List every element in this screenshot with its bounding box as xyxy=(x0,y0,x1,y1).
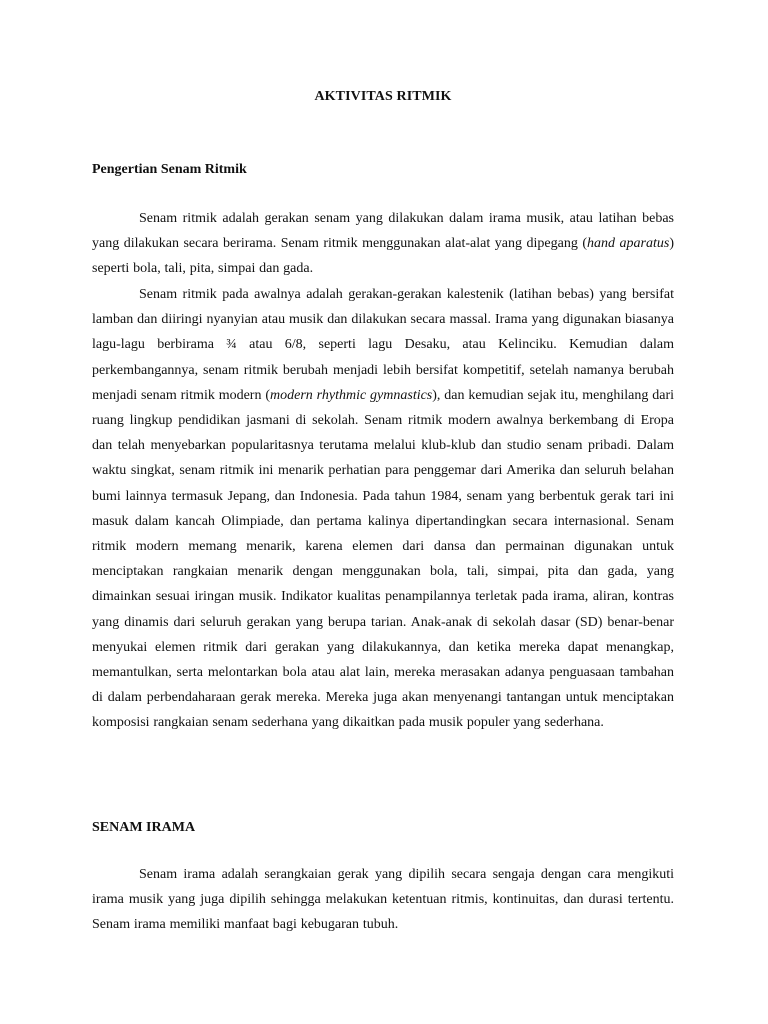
section-heading-pengertian: Pengertian Senam Ritmik xyxy=(92,162,247,177)
paragraph-text: Senam ritmik pada awalnya adalah gerakan-gerakan kalestenik (latihan bebas) yang bersifat lamban dan diiringi nyanyian atau musik dan dilakukan secara massal. Irama yang digunakan biasanya lagu-lagu berbirama ¾ atau 6/8, seperti lagu Desaku, atau Kelinciku. Kemudian dalam perkembangannya, senam ritmik berubah menjadi lebih bersifat kompetitif, setelah namanya berubah menjadi senam ritmik modern ( xyxy=(92,287,674,403)
paragraph-italic-term: hand aparatus xyxy=(587,236,670,252)
paragraph-history xyxy=(92,282,674,736)
paragraph-definition xyxy=(92,206,674,282)
document-title: AKTIVITAS RITMIK xyxy=(314,89,452,104)
paragraph-text: Senam ritmik adalah gerakan senam yang dilakukan dalam irama musik, atau latihan bebas yang dilakukan secara berirama. Senam ritmik menggunakan alat-alat yang dipegang ( xyxy=(92,211,674,252)
paragraph-italic-term: modern rhythmic gymnastics xyxy=(270,387,433,403)
section-heading-senam-irama: SENAM IRAMA xyxy=(92,820,196,835)
paragraph-text: ) seperti bola, tali, pita, simpai dan gada. xyxy=(92,236,674,277)
paragraph-text: ), dan kemudian sejak itu, menghilang dari ruang lingkup pendidikan jasmani di sekolah. Senam ritmik modern awalnya berkembang di Eropa dan telah menyebarkan popularitasnya terutama melalui klub-klub dan studio senam pribadi. Dalam waktu singkat, senam ritmik ini menarik perhatian para penggemar dari Amerika dan seluruh belahan bumi lainnya termasuk Jepang, dan Indonesia. Pada tahun 1984, senam yang berbentuk gerak tari ini masuk dalam kancah Olimpiade, dan pertama kalinya dipertandingkan secara internasional. Senam ritmik modern memang menarik, karena elemen dari dansa dan permainan digunakan untuk menciptakan rangkaian menarik dengan menggunakan bola, tali, simpai, pita dan gada, yang dimainkan sesuai iringan musik. Indikator kualitas penampilannya terletak pada irama, aliran, kontras yang dinamis dari seluruh gerakan yang berupa tarian. Anak-anak di sekolah dasar (SD) benar-benar menyukai elemen ritmik dari gerakan yang dilakukannya, dan ketika mereka dapat menangkap, memantulkan, serta melontarkan bola atau alat lain, mereka merasakan adanya penguasaan tambahan di dalam perbendaharaan gerak mereka. Mereka juga akan menyenangi tantangan untuk menciptakan komposisi rangkaian senam sederhana yang dikaitkan pada musik populer yang sederhana. xyxy=(92,387,674,731)
paragraph-senam-irama: Senam irama adalah serangkaian gerak yang dipilih secara sengaja dengan cara mengikuti irama musik yang juga dipilih sehingga melakukan ketentuan ritmis, kontinuitas, dan durasi tertentu. Senam irama memiliki manfaat bagi kebugaran tubuh. xyxy=(92,867,674,933)
